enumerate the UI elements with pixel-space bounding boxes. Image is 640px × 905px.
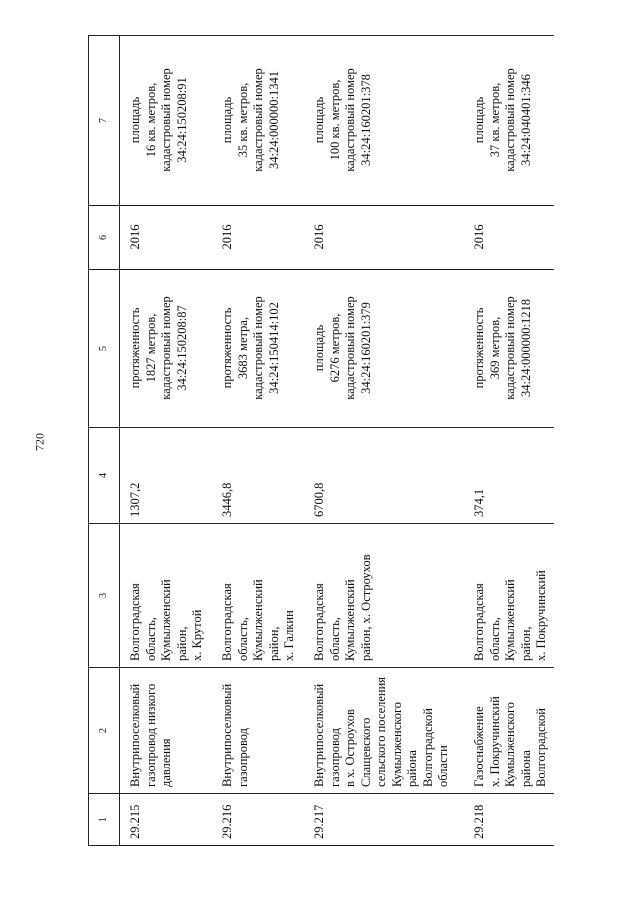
object-name: Внутрипоселковый газопровод в х. Остроухов Слащевского сельского поселения Кумылженского района Волгоградской области [304,668,464,794]
object-value: 1307,2 [120,428,213,524]
property-table [88,35,554,846]
column-header-4: 4 [89,428,120,524]
column-header-1: 1 [89,794,120,846]
column-header-5: 5 [89,270,120,428]
object-year: 2016 [304,206,464,270]
land-plot-info: площадь 100 кв. метров, кадастровый номер 34:24:160201:378 [304,36,464,206]
object-address: Волгоградская область, Кумылженский район, х. Крутой [120,524,213,668]
object-value: 6700,8 [304,428,464,524]
object-year: 2016 [212,206,304,270]
row-number: 29.217 [304,794,464,846]
row-number: 29.218 [464,794,554,846]
row-number: 29.216 [212,794,304,846]
object-address: Волгоградская область, Кумылженский район, х. Покручинский [464,524,554,668]
object-year: 2016 [464,206,554,270]
land-plot-info: площадь 35 кв. метров, кадастровый номер 34:24:000000:1341 [212,36,304,206]
column-header-3: 3 [89,524,120,668]
object-value: 3446,8 [212,428,304,524]
header-row [89,36,120,846]
column-header-7: 7 [89,36,120,206]
column-header-2: 2 [89,668,120,794]
table-row [212,36,304,846]
table-row [304,36,464,846]
object-address: Волгоградская область, Кумылженский район, х. Галкин [212,524,304,668]
object-year: 2016 [120,206,213,270]
page-number: 720 [32,433,47,451]
rotated-table-sheet [88,36,618,846]
object-value: 374,1 [464,428,554,524]
object-name: Внутрипоселковый газопровод [212,668,304,794]
object-characteristics: протяженность 1827 метров, кадастровый номер 34:24:150208:87 [120,270,213,428]
object-characteristics: протяженность 369 метров, кадастровый номер 34:24:000000:1218 [464,270,554,428]
object-characteristics: площадь 6276 метров, кадастровый номер 34:24:160201:379 [304,270,464,428]
row-number: 29.215 [120,794,213,846]
object-address: Волгоградская область, Кумылженский район, х. Остроухов [304,524,464,668]
object-characteristics: протяженность 3683 метра, кадастровый номер 34:24:150414:102 [212,270,304,428]
land-plot-info: площадь 37 кв. метров, кадастровый номер 34:24:040401:346 [464,36,554,206]
object-name: Внутрипоселковый газопровод низкого давления [120,668,213,794]
column-header-6: 6 [89,206,120,270]
object-name: Газоснабжение х. Покручинский Кумылженского района Волгоградской [464,668,554,794]
table-row [464,36,554,846]
table-row [120,36,213,846]
land-plot-info: площадь 16 кв. метров, кадастровый номер 34:24:150208:91 [120,36,213,206]
